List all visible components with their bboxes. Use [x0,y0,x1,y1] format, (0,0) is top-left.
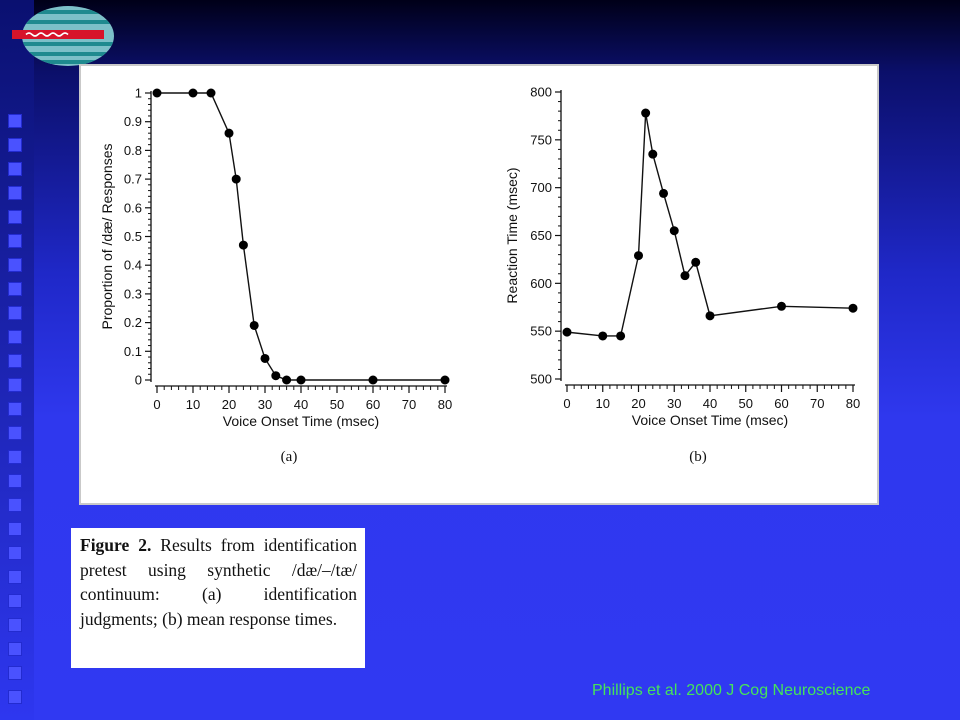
x-tick-label-b: 10 [595,396,610,411]
data-point-a [369,376,378,385]
decorative-square [8,354,22,368]
x-tick-label-a: 80 [437,397,453,412]
caption-box [71,528,365,668]
data-point-b [641,109,650,118]
data-point-b [616,331,625,340]
decorative-square [8,522,22,536]
decorative-square [8,162,22,176]
decorative-square [8,234,22,248]
decorative-square [8,690,22,704]
x-tick-label-a: 70 [401,397,417,412]
y-tick-label-b: 500 [530,371,552,387]
decorative-square [8,306,22,320]
data-point-b [680,271,689,280]
x-tick-label-b: 60 [774,396,789,411]
data-point-b [670,226,679,235]
y-axis-title-b: Reaction Time (msec) [504,167,520,304]
decorative-square [8,450,22,464]
x-axis-title-b: Voice Onset Time (msec) [631,412,789,428]
decorative-square [8,666,22,680]
y-tick-label-b: 750 [530,132,552,148]
figure-caption [80,533,357,631]
y-tick-label-a: 0.4 [123,257,142,273]
decorative-square [8,138,22,152]
data-point-b [706,311,715,320]
caption-body: Results from identification pretest using synthetic /dæ/–/tæ/ continuum: (a) identification judgments; (b) mean response times. [80,535,357,629]
y-tick-label-a: 0.7 [123,171,142,187]
y-axis-title-a: Proportion of /dæ/ Responses [99,143,115,330]
data-point-b [659,189,668,198]
citation-credit: Phillips et al. 2000 J Cog Neuroscience [592,682,871,699]
data-point-b [648,150,657,159]
data-point-b [849,304,858,313]
data-point-a [282,376,291,385]
data-point-a [297,376,306,385]
x-tick-label-a: 20 [221,397,237,412]
x-tick-label-b: 80 [845,396,861,411]
data-point-b [777,302,786,311]
decorative-square [8,258,22,272]
decorative-square [8,114,22,128]
x-tick-label-b: 0 [563,396,571,411]
x-tick-label-a: 10 [185,397,201,412]
figure-svg [81,66,881,507]
series-line-a [157,93,445,380]
data-point-a [189,89,198,98]
y-tick-label-a: 0 [134,372,142,388]
data-point-a [239,241,248,250]
data-point-a [441,376,450,385]
data-point-a [271,371,280,380]
y-tick-label-a: 0.3 [123,286,142,302]
x-tick-label-b: 50 [738,396,753,411]
decorative-square [8,210,22,224]
data-point-a [261,354,270,363]
x-axis-title-a: Voice Onset Time (msec) [222,413,380,429]
x-tick-label-b: 40 [702,396,718,411]
data-point-b [563,328,572,337]
y-tick-label-a: 0.2 [123,315,142,331]
y-tick-label-b: 700 [530,180,552,196]
data-point-a [232,175,241,184]
decorative-square [8,186,22,200]
data-point-b [634,251,643,260]
decorative-square [8,594,22,608]
y-tick-label-a: 1 [134,85,142,101]
x-tick-label-b: 30 [667,396,682,411]
decorative-square [8,330,22,344]
x-tick-label-a: 30 [257,397,273,412]
decorative-square [8,546,22,560]
striped-globe-logo-icon [8,4,118,68]
x-tick-label-a: 0 [153,397,161,412]
decorative-square [8,642,22,656]
y-tick-label-b: 550 [530,323,552,339]
panel-label-b: (b) [689,449,707,465]
y-tick-label-b: 600 [530,275,552,291]
caption-label: Figure 2. [80,535,152,555]
decorative-square [8,282,22,296]
decorative-square [8,570,22,584]
panel-label-a: (a) [280,449,298,465]
decorative-square [8,426,22,440]
data-point-a [153,89,162,98]
data-point-b [598,331,607,340]
data-point-a [207,89,216,98]
data-point-a [250,321,259,330]
x-tick-label-a: 50 [329,397,345,412]
x-tick-label-a: 40 [293,397,309,412]
decorative-square [8,402,22,416]
decorative-square [8,474,22,488]
x-tick-label-a: 60 [365,397,381,412]
y-tick-label-a: 0.9 [123,114,142,130]
y-tick-label-b: 650 [530,228,552,243]
data-point-a [225,129,234,138]
decorative-square [8,498,22,512]
x-tick-label-b: 70 [810,396,825,411]
decorative-square [8,378,22,392]
series-line-b [567,113,853,336]
y-tick-label-a: 0.1 [123,343,142,359]
decorative-square [8,618,22,632]
y-tick-label-a: 0.5 [123,229,142,244]
y-tick-label-b: 800 [530,84,552,100]
data-point-b [691,258,700,267]
x-tick-label-b: 20 [631,396,646,411]
y-tick-label-a: 0.8 [123,142,142,158]
figure-panel [79,64,879,505]
y-tick-label-a: 0.6 [123,200,142,216]
